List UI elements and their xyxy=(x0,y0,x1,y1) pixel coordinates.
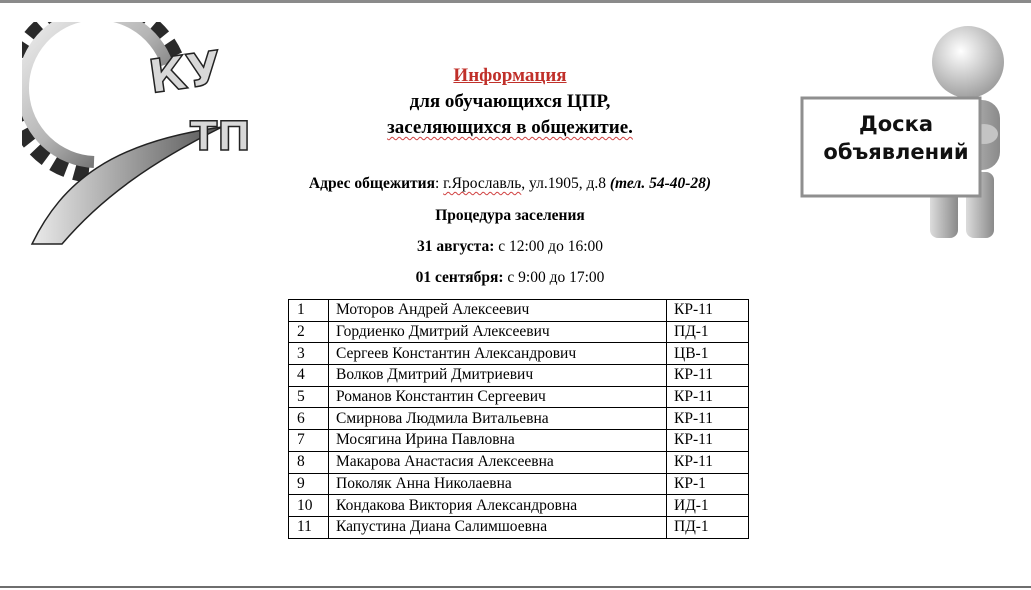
row-number: 1 xyxy=(289,300,329,322)
table-row xyxy=(289,300,749,322)
student-name xyxy=(329,495,667,517)
table-row xyxy=(289,386,749,408)
students-table-body xyxy=(289,300,749,539)
row-number: 5 xyxy=(289,386,329,408)
day2-time: с 9:00 до 17:00 xyxy=(503,269,605,286)
student-name-text: Смирнова Людмила Витальевна xyxy=(336,409,549,427)
row-number: 9 xyxy=(289,473,329,495)
table-row xyxy=(289,495,749,517)
row-number: 2 xyxy=(289,321,329,343)
table-row xyxy=(289,343,749,365)
student-name xyxy=(329,386,667,408)
student-name xyxy=(329,516,667,538)
board-label-line2: объявлений xyxy=(823,140,969,164)
student-group: КР-11 xyxy=(667,451,749,473)
table-row xyxy=(289,473,749,495)
table-row xyxy=(289,430,749,452)
row-number: 10 xyxy=(289,495,329,517)
procedure-heading-text: Процедура заселения xyxy=(435,207,585,224)
student-name-text: Гордиенко Дмитрий Алексеевич xyxy=(336,323,550,341)
address-street: , ул.1905, д.8 xyxy=(521,175,610,192)
board-label xyxy=(808,110,984,166)
student-group: КР-11 xyxy=(667,430,749,452)
student-name xyxy=(329,408,667,430)
student-name-text: Романов Константин Сергеевич xyxy=(336,388,546,406)
row-number: 8 xyxy=(289,451,329,473)
day2-label: 01 сентября: xyxy=(415,269,504,286)
student-group: ПД-1 xyxy=(667,516,749,538)
student-name-text: Мосягина Ирина Павловна xyxy=(336,431,515,449)
row-number: 7 xyxy=(289,430,329,452)
row-number: 11 xyxy=(289,516,329,538)
student-name-text: Сергеев Константин Александрович xyxy=(336,344,577,362)
table-row xyxy=(289,321,749,343)
title-line2: для обучающихся ЦПР, xyxy=(409,91,611,112)
board-label-line1: Доска xyxy=(858,112,933,136)
procedure-day1 xyxy=(250,238,770,256)
address-label: Адрес общежития xyxy=(308,175,435,192)
address-city: г.Ярославль xyxy=(443,175,522,192)
student-group: КР-11 xyxy=(667,365,749,387)
student-name-text: Кондакова Виктория Александровна xyxy=(336,496,578,514)
procedure-day2 xyxy=(250,269,770,287)
dormitory-address xyxy=(250,175,770,193)
student-name xyxy=(329,473,667,495)
gear-logo-icon xyxy=(22,22,282,250)
student-name xyxy=(329,451,667,473)
table-row xyxy=(289,451,749,473)
student-group: КР-11 xyxy=(667,408,749,430)
student-group: ПД-1 xyxy=(667,321,749,343)
student-group: ЦВ-1 xyxy=(667,343,749,365)
announcement-title xyxy=(300,63,720,141)
row-number: 4 xyxy=(289,365,329,387)
student-group: КР-11 xyxy=(667,386,749,408)
top-border xyxy=(0,0,1031,3)
student-group: КР-1 xyxy=(667,473,749,495)
title-line3: заселяющихся в общежитие. xyxy=(387,117,633,138)
table-row xyxy=(289,516,749,538)
student-name-text: Волков Дмитрий Дмитриевич xyxy=(336,366,534,384)
table-row xyxy=(289,408,749,430)
student-name xyxy=(329,321,667,343)
college-logo xyxy=(22,22,282,250)
day1-label: 31 августа: xyxy=(416,238,495,255)
student-group: ИД-1 xyxy=(667,495,749,517)
student-name xyxy=(329,300,667,322)
title-information: Информация xyxy=(453,65,567,86)
table-row xyxy=(289,365,749,387)
svg-text:ТП: ТП xyxy=(190,114,251,160)
student-name xyxy=(329,365,667,387)
students-table xyxy=(288,299,749,539)
student-group: КР-11 xyxy=(667,300,749,322)
student-name-text: Макарова Анастасия Алексеевна xyxy=(336,453,554,471)
row-number: 6 xyxy=(289,408,329,430)
address-phone: (тел. 54-40-28) xyxy=(609,175,712,192)
row-number: 3 xyxy=(289,343,329,365)
svg-text:КУ: КУ xyxy=(145,40,226,104)
student-name xyxy=(329,430,667,452)
bottom-border xyxy=(0,586,1031,588)
procedure-heading xyxy=(250,207,770,225)
student-name-text: Капустина Диана Салимшоевна xyxy=(336,518,548,536)
student-name-text: Моторов Андрей Алексеевич xyxy=(336,301,530,319)
address-colon: : xyxy=(434,175,444,192)
student-name-text: Поколяк Анна Николаевна xyxy=(336,474,512,492)
student-name xyxy=(329,343,667,365)
notice-board-image xyxy=(800,22,1005,242)
day1-time: с 12:00 до 16:00 xyxy=(494,238,604,255)
